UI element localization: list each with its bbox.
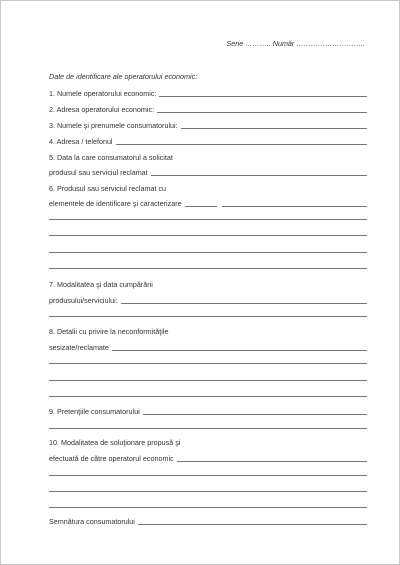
field-5-label: 5. Data la care consumatorul a solicitat	[49, 153, 173, 162]
field-9-row	[49, 404, 367, 416]
field-5-label-cont: produsul sau serviciul reclamat	[49, 168, 148, 177]
field-4-label: 4. Adresa / telefonul	[49, 137, 113, 146]
field-8-label-cont: sesizate/reclamate	[49, 343, 109, 352]
field-9-extra-line[interactable]	[49, 428, 367, 429]
field-6b-row	[49, 196, 367, 208]
field-6-extra-line-1[interactable]	[49, 219, 367, 220]
field-6-label-cont: elementele de identificare şi caracterizare	[49, 199, 182, 208]
field-6-line-short[interactable]	[185, 206, 217, 207]
field-10-extra-line-3[interactable]	[49, 507, 367, 508]
serie-numar: Serie ……….. Număr ………………………..	[226, 39, 365, 48]
field-10-line[interactable]	[177, 461, 367, 462]
field-10-extra-line-1[interactable]	[49, 475, 367, 476]
field-10-label-cont: efectuată de către operatorul economic	[49, 454, 174, 463]
field-8-extra-line-3[interactable]	[49, 396, 367, 397]
field-10b-row	[49, 451, 367, 463]
field-4-line[interactable]	[116, 144, 367, 145]
field-1-label: 1. Numele operatorului economic:	[49, 89, 157, 98]
field-9-label: 9. Pretenţiile consumatorului	[49, 407, 140, 416]
field-2-line[interactable]	[157, 112, 367, 113]
field-10-label: 10. Modalitatea de soluţionare propusă şi	[49, 438, 181, 447]
field-6-label: 6. Produsul sau serviciul reclamat cu	[49, 184, 167, 193]
section-heading: Date de identificare ale operatorului economic:	[49, 72, 198, 81]
field-6-extra-line-2[interactable]	[49, 235, 367, 236]
field-10-extra-line-2[interactable]	[49, 491, 367, 492]
field-9-line[interactable]	[143, 414, 367, 415]
field-6-line[interactable]	[222, 206, 367, 207]
field-5b-row	[49, 165, 367, 177]
field-8b-row	[49, 340, 367, 352]
signature-line[interactable]	[138, 524, 367, 525]
field-7-line[interactable]	[121, 303, 367, 304]
field-8-line[interactable]	[112, 350, 367, 351]
field-2-row	[49, 102, 367, 114]
field-8a-row	[49, 324, 367, 336]
field-6-extra-line-3[interactable]	[49, 252, 367, 253]
field-3-line[interactable]	[181, 128, 367, 129]
field-7-label-cont: produsului/serviciului:	[49, 296, 118, 305]
field-3-label: 3. Numele şi prenumele consumatorului:	[49, 121, 178, 130]
field-8-label: 8. Detalii cu privire la neconformităţile	[49, 327, 169, 336]
field-8-extra-line-2[interactable]	[49, 380, 367, 381]
field-5a-row	[49, 150, 367, 162]
field-7b-row	[49, 293, 367, 305]
field-1-row	[49, 86, 367, 98]
field-2-label: 2. Adresa operatorului economic:	[49, 105, 155, 114]
signature-label: Semnătura consumatorului	[49, 517, 135, 526]
field-10a-row	[49, 435, 367, 447]
field-6-extra-line-4[interactable]	[49, 268, 367, 269]
field-8-extra-line-1[interactable]	[49, 363, 367, 364]
field-6a-row	[49, 181, 367, 193]
field-4-row	[49, 134, 367, 146]
field-3-row	[49, 118, 367, 130]
field-1-line[interactable]	[159, 96, 367, 97]
field-7-extra-line[interactable]	[49, 316, 367, 317]
field-7-label: 7. Modalitatea şi data cumpărării	[49, 280, 153, 289]
field-7a-row	[49, 277, 367, 289]
field-5-line[interactable]	[151, 175, 367, 176]
signature-row	[49, 514, 367, 526]
